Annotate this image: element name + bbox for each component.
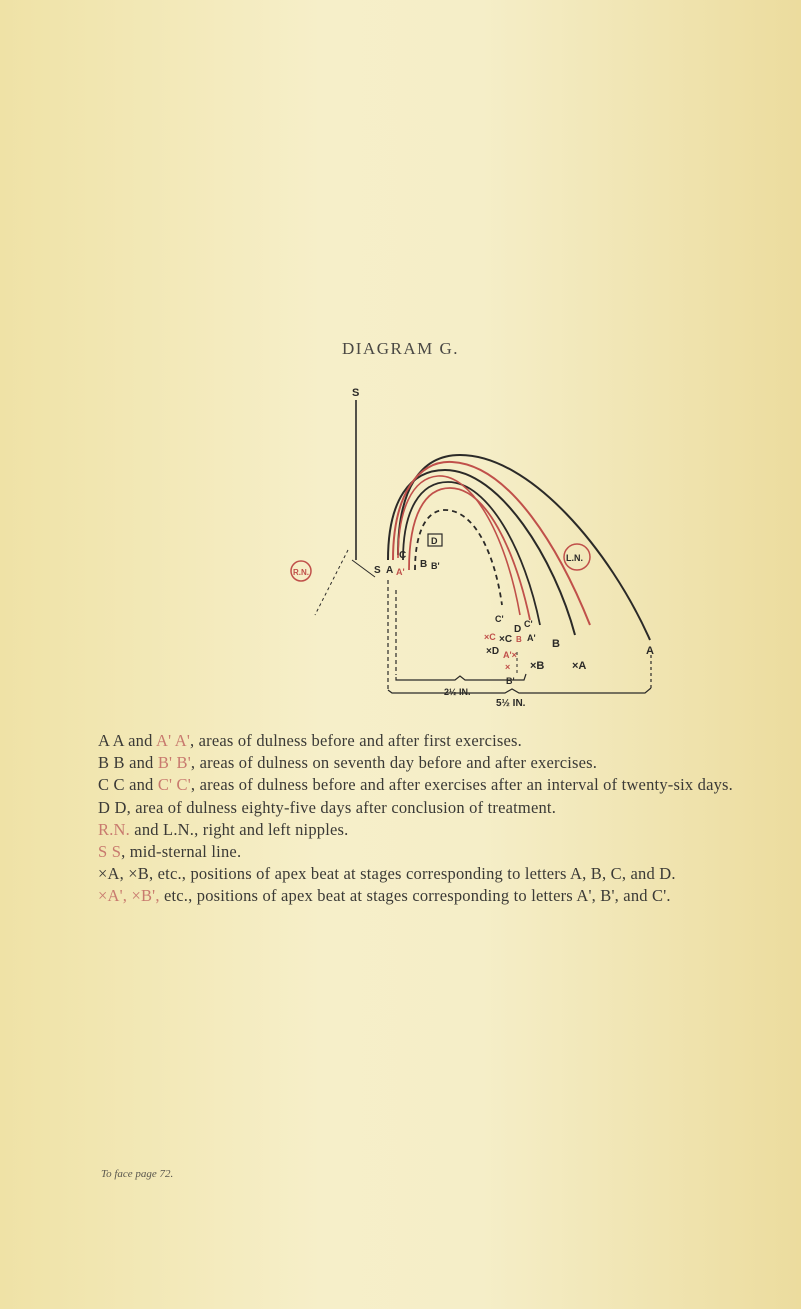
legend-text: etc., positions of apex beat at stages corresponding to letters A', B', and C'. <box>159 886 671 906</box>
label-d-top: D <box>431 536 438 546</box>
area-c-prime-outline <box>398 476 520 615</box>
brace-outer <box>388 688 651 693</box>
label-c-prime-right: C' <box>524 619 533 629</box>
legend-text: , areas of dulness before and after first exercises. <box>190 731 523 750</box>
legend-row <box>98 797 758 819</box>
label-b-mid: B <box>516 635 522 644</box>
page-footer: To face page 72. <box>101 1168 174 1180</box>
legend-key-prime: A' A' <box>156 731 190 750</box>
legend-key: ×A, ×B, <box>98 864 154 884</box>
apex-xc-outer: ×C <box>484 632 496 642</box>
legend-key: C C <box>98 775 125 795</box>
legend-key-prime: B' B' <box>157 753 191 773</box>
legend-text: , area of dulness eighty-five days after conclusion of treatment. <box>126 797 557 817</box>
label-a-prime-mid: A' <box>527 633 536 643</box>
apex-xd: ×D <box>486 646 500 657</box>
sternal-diagonal <box>315 550 348 615</box>
legend-key: D D <box>98 797 127 817</box>
legend-key-prime: R.N. <box>98 819 130 839</box>
apex-xa-prime: A'× <box>503 650 517 660</box>
area-b-prime-outline <box>409 488 530 620</box>
diagram-title: DIAGRAM G. <box>342 339 459 358</box>
legend-conj: and <box>123 731 156 750</box>
label-a-prime-left: A' <box>396 567 405 577</box>
area-a-prime-outline <box>393 462 590 625</box>
legend-text: , areas of dulness on seventh day before and after exercises. <box>190 753 598 773</box>
left-nipple-marker <box>564 544 590 570</box>
legend-row <box>98 774 758 796</box>
apex-xa: ×A <box>572 660 587 672</box>
label-c-prime-mid: C' <box>495 614 504 624</box>
label-s-small: S <box>374 565 381 576</box>
legend-row <box>98 752 758 774</box>
legend-key-prime: S S <box>98 842 122 862</box>
label-a-left: A <box>386 565 394 576</box>
measure-outer-label: 5½ IN. <box>496 698 526 709</box>
apex-xc: ×C <box>499 634 513 645</box>
legend-key-prime: C' C' <box>157 775 191 795</box>
label-b-prime-bottom: B' <box>506 676 515 686</box>
label-a-right: A <box>646 645 654 657</box>
legend-key-prime: ×A', ×B', <box>98 886 160 906</box>
legend-text: and L.N., right and left nipples. <box>129 819 349 839</box>
apex-xb: ×B <box>530 660 545 672</box>
legend-text: etc., positions of apex beat at stages corresponding to letters A, B, C, and D. <box>153 864 676 884</box>
legend-conj: and <box>124 753 158 773</box>
dulness-diagram <box>0 370 801 710</box>
legend-key: B B <box>98 753 125 773</box>
legend-row <box>98 863 758 885</box>
legend-text: , mid-sternal line. <box>121 842 242 862</box>
legend-key: A A <box>98 731 124 750</box>
s-label-top: S <box>352 387 360 399</box>
legend-row <box>98 885 758 907</box>
label-b-left: B <box>420 559 428 570</box>
area-a-outline <box>398 455 650 640</box>
legend-row <box>98 841 758 863</box>
legend-conj: and <box>124 775 158 795</box>
area-d-outline <box>415 510 502 605</box>
legend-row <box>98 730 758 752</box>
measure-inner-label: 2½ IN. <box>444 687 471 697</box>
apex-x-small: × <box>505 662 511 672</box>
sternal-diagonal-solid <box>352 560 375 577</box>
label-b-right: B <box>552 638 560 650</box>
legend-row <box>98 819 758 841</box>
legend-text: , areas of dulness before and after exercises after an interval of twenty-six days. <box>190 775 734 795</box>
legend <box>98 730 758 908</box>
right-nipple-marker <box>291 561 311 581</box>
label-b-prime-left: B' <box>431 561 440 571</box>
label-d-mid: D <box>514 624 522 635</box>
label-c-left: C <box>399 550 407 561</box>
ln-label: L.N. <box>566 553 583 563</box>
rn-label: R.N. <box>293 568 309 577</box>
